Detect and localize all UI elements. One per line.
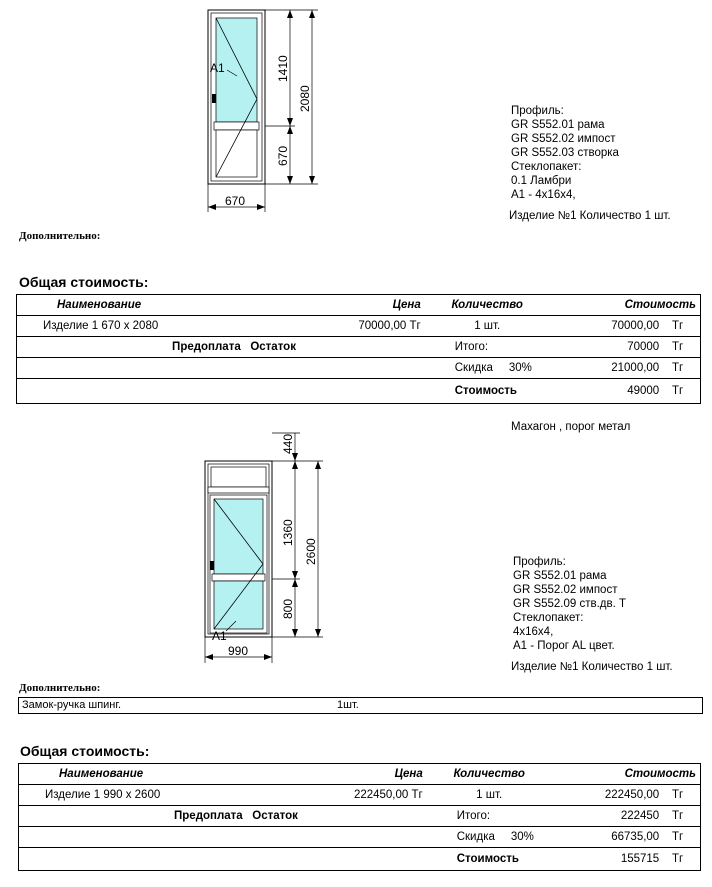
row-name: Изделие 1 670 x 2080 <box>17 316 306 337</box>
cost-table-1 <box>16 294 701 404</box>
item-quantity-line: Изделие №1 Количество 1 шт. <box>511 661 673 673</box>
currency: Тг <box>671 853 684 865</box>
glass-pane <box>214 581 263 629</box>
table-row <box>19 806 701 827</box>
glass-label-a1: A1 <box>212 629 227 643</box>
final-value: 49000 <box>627 385 660 397</box>
subtotal-value: 222450 <box>620 810 660 822</box>
spec-line: GR S552.02 импост <box>513 584 618 596</box>
dim-mid: 1360 <box>281 519 295 546</box>
spec-line: Стеклопакет: <box>511 161 582 173</box>
remainder-label: Остаток <box>252 810 298 822</box>
table-row <box>17 358 701 379</box>
row-name: Изделие 1 990 x 2600 <box>19 785 308 806</box>
final-value: 155715 <box>620 853 660 865</box>
subtotal-label: Итого: <box>427 806 552 827</box>
spec-line: Профиль: <box>513 556 566 568</box>
spec-line: A1 - 4x16x4, <box>511 189 576 201</box>
discount-label: Скидка <box>456 831 495 843</box>
row-currency: Тг <box>671 789 684 801</box>
discount-value: 66735,00 <box>611 831 660 843</box>
table-row <box>17 337 701 358</box>
header-price: Цена <box>306 295 425 316</box>
spec-line: 0.1 Ламбри <box>511 175 572 187</box>
glass-pane <box>214 499 263 574</box>
dim-width: 670 <box>225 194 246 208</box>
prepay-label: Предоплата <box>174 810 243 822</box>
total-cost-title: Общая стоимость: <box>20 743 150 759</box>
header-cost: Стоимость <box>550 295 701 316</box>
final-label: Стоимость <box>427 848 552 871</box>
extras-row <box>18 697 703 714</box>
table-row <box>17 316 701 337</box>
dim-low: 800 <box>281 598 295 619</box>
spec-block-2 <box>513 555 626 653</box>
spec-line: GR S552.02 импост <box>511 133 616 145</box>
prepay-label: Предоплата <box>172 341 241 353</box>
dim-total: 2600 <box>304 538 318 565</box>
header-cost: Стоимость <box>552 764 701 785</box>
dim-upper: 1410 <box>276 55 290 82</box>
header-name: Наименование <box>17 295 306 316</box>
currency: Тг <box>671 810 684 822</box>
spec-line: GR S552.03 створка <box>511 147 619 159</box>
dim-top: 440 <box>281 433 295 454</box>
row-currency: Тг <box>671 320 684 332</box>
table-row <box>19 785 701 806</box>
spec-line: Стеклопакет: <box>513 612 584 624</box>
additional-label: Дополнительно: <box>19 230 101 242</box>
spec-line: Профиль: <box>511 105 564 117</box>
table-row <box>19 848 701 871</box>
color-note: Махагон , порог метал <box>511 421 631 433</box>
table-row <box>19 827 701 848</box>
currency: Тг <box>671 362 684 374</box>
row-qty: 1 шт. <box>427 785 552 806</box>
transom-panel <box>211 467 266 487</box>
row-cost: 222450,00 <box>604 789 660 801</box>
header-price: Цена <box>308 764 427 785</box>
row-price: 70000,00 Тг <box>306 316 425 337</box>
discount-value: 21000,00 <box>611 362 660 374</box>
cost-table-2 <box>18 763 701 871</box>
spec-line: GR S552.01 рама <box>513 570 607 582</box>
dim-lower: 670 <box>276 145 290 166</box>
spec-line: A1 - Порог AL цвет. <box>513 640 615 652</box>
dim-total: 2080 <box>298 85 312 112</box>
additional-label: Дополнительно: <box>19 682 101 694</box>
subtotal-label: Итого: <box>425 337 550 358</box>
currency: Тг <box>671 831 684 843</box>
spec-line: 4x16x4, <box>513 626 554 638</box>
row-price: 222450,00 Тг <box>308 785 427 806</box>
row-cost: 70000,00 <box>611 320 660 332</box>
table-header-row <box>17 295 701 316</box>
extra-name: Замок-ручка шпинг. <box>22 699 122 711</box>
subtotal-value: 70000 <box>627 341 660 353</box>
final-label: Стоимость <box>425 379 550 404</box>
table-row <box>17 379 701 404</box>
total-cost-title: Общая стоимость: <box>19 274 149 290</box>
currency: Тг <box>671 341 684 353</box>
handle <box>210 561 214 570</box>
handle <box>212 94 216 103</box>
header-name: Наименование <box>19 764 308 785</box>
glass-label-a1: A1 <box>210 61 225 75</box>
remainder-label: Остаток <box>250 341 296 353</box>
spec-line: GR S552.09 ств.дв. Т <box>513 598 627 610</box>
table-header-row <box>19 764 701 785</box>
row-qty: 1 шт. <box>425 316 550 337</box>
header-qty: Количество <box>425 295 550 316</box>
spec-block-1 <box>511 104 619 202</box>
header-qty: Количество <box>427 764 552 785</box>
currency: Тг <box>671 385 684 397</box>
item-quantity-line: Изделие №1 Количество 1 шт. <box>509 210 671 222</box>
dim-width: 990 <box>228 644 249 658</box>
discount-label: Скидка <box>454 362 493 374</box>
spec-line: GR S552.01 рама <box>511 119 605 131</box>
extra-qty: 1шт. <box>337 699 359 711</box>
discount-pct: 30% <box>508 362 532 374</box>
lamb-panel <box>216 130 257 177</box>
discount-pct: 30% <box>510 831 534 843</box>
